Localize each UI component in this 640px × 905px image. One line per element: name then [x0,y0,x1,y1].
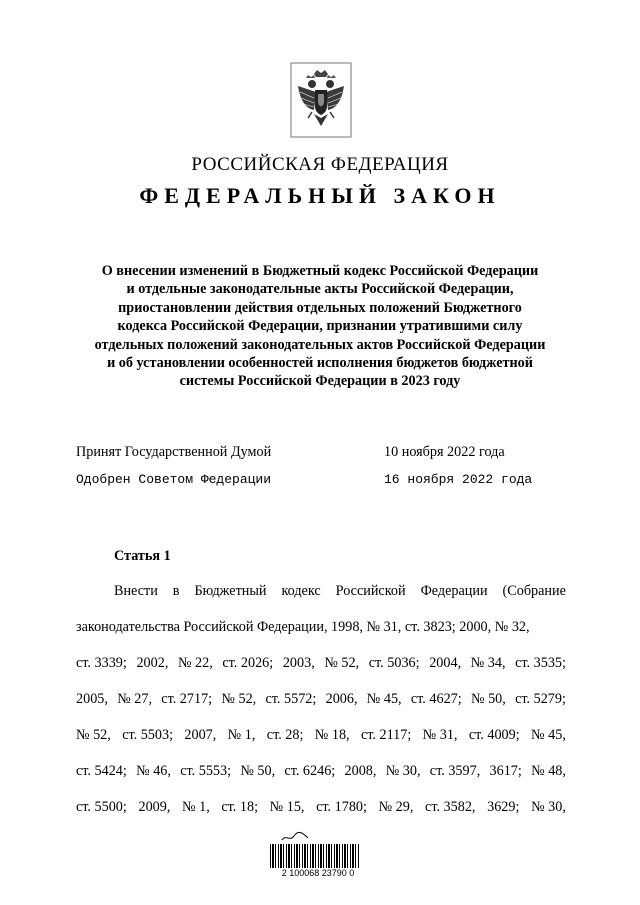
article-heading: Статья 1 [114,548,171,564]
article-word: № 52, [76,727,111,743]
article-word: ст. 3339; [76,655,127,671]
article-word: ст. 5279; [515,691,566,707]
article-word: № 15, [269,799,305,815]
article-word: ст. 3535; [515,655,566,671]
article-word: ст. 4627; [410,691,462,707]
title-line: приостановлении действия отдельных положений Бюджетного [118,299,522,316]
title-line: О внесении изменений в Бюджетный кодекс Российской Федерации [101,263,539,279]
article-word: 3629; [487,799,520,815]
article-word: № 50, [470,691,506,707]
document-type-heading: ФЕДЕРАЛЬНЫЙ ЗАКОН [139,183,501,208]
article-word: кодекс [281,583,321,599]
article-word: № 30, [531,799,566,815]
article-word: ст. 3582, [425,799,476,815]
article-line [76,762,566,798]
article-word: № 27, [117,691,153,707]
article-word: № 31, [422,727,458,743]
law-subject-title [70,262,570,391]
article-word: ст. 28; [266,727,304,743]
article-word: 2005, [76,691,108,707]
barcode [268,830,368,878]
article-word: 3617; [489,763,522,779]
article-word: Российской [335,583,406,599]
article-word: ст. 5036; [368,655,420,671]
article-word: № 1, [227,727,256,743]
article-word: 2004, [429,655,462,671]
article-word: ст. 5503; [122,727,174,743]
title-line: кодекса Российской Федерации, признании утратившими силу [117,318,523,335]
article-word: 2008, [344,763,377,779]
article-line [76,798,566,834]
article-word: № 30, [385,763,421,779]
double-headed-eagle-icon [290,62,352,138]
article-word: ст. 6246; [284,763,336,779]
article-word: № 34, [470,655,506,671]
title-line: и об установлении особенностей исполнения бюджетов бюджетной [107,355,533,372]
article-word: 2003, [282,655,315,671]
article-line [76,690,566,726]
article-word: № 45, [366,691,402,707]
article-word: № 46, [136,763,171,779]
article-word: ст. 2117; [360,727,412,743]
article-word: законодательства Российской Федерации, 1998, № 31, ст. 3823; 2000, № 32, [76,619,530,635]
article-word: ст. 1780; [316,799,367,815]
article-word: № 50, [240,763,276,779]
council-date: 16 ноября 2022 года [384,472,533,487]
title-line: отдельных положений законодательных актов Российской Федерации [94,336,546,353]
article-word: Федерации [420,583,488,599]
barcode-number: 2 100068 23790 0 [281,868,355,878]
article-word: ст. 4009; [468,727,520,743]
article-word: № 29, [378,799,414,815]
country-heading: РОССИЙСКАЯ ФЕДЕРАЦИЯ [191,154,449,175]
title-line: системы Российской Федерации в 2023 году [179,373,461,390]
article-line [76,654,566,690]
article-word: 2007, [184,727,217,743]
article-word: ст. 2717; [161,691,213,707]
article-word: ст. 2026; [222,655,274,671]
article-body-text [76,582,566,834]
coat-of-arms-emblem [290,62,352,138]
article-word: № 52, [324,655,360,671]
duma-date: 10 ноября 2022 года [384,444,505,460]
council-label: Одобрен Советом Федерации [76,472,272,487]
article-word: № 52, [221,691,257,707]
article-word: № 45, [531,727,566,743]
article-word: 2006, [325,691,358,707]
article-word: 2002, [136,655,169,671]
article-line [76,582,566,618]
article-word: 2009, [138,799,171,815]
signature-mark-icon [280,830,310,844]
article-word: в [172,583,180,599]
article-word: Внести [114,583,158,599]
article-line [76,726,566,762]
article-word: ст. 5572; [265,691,317,707]
article-word: Бюджетный [194,583,267,599]
article-word: ст. 5553; [180,763,232,779]
title-line: и отдельные законодательные акты Российской Федерации, [126,281,514,298]
article-word: ст. 5424; [76,763,127,779]
article-word: ст. 5500; [76,799,127,815]
article-word: № 22, [177,655,213,671]
article-word: № 1, [182,799,210,815]
barcode-bars [270,844,360,868]
article-word: (Собрание [502,583,566,599]
article-word: ст. 18; [221,799,259,815]
article-word: № 48, [531,763,566,779]
duma-label: Принят Государственной Думой [76,444,272,460]
article-word: ст. 3597, [429,763,481,779]
article-line [76,618,566,654]
article-word: № 18, [314,727,350,743]
